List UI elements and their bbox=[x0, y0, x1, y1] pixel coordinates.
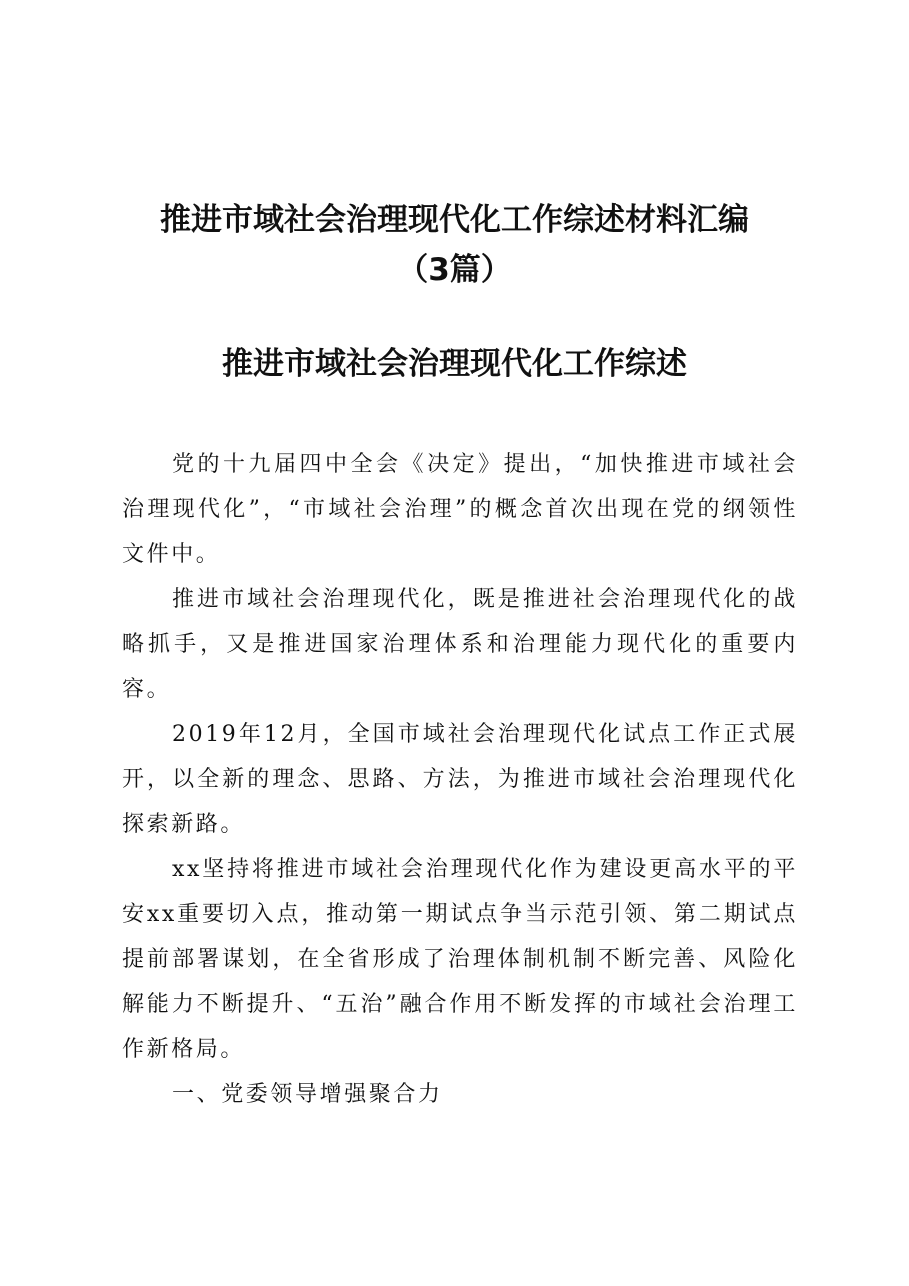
paragraph-2: 推进市域社会治理现代化，既是推进社会治理现代化的战略抓手，又是推进国家治理体系和治理能力现代化的重要内容。 bbox=[122, 587, 798, 702]
article-title: 推进市域社会治理现代化工作综述 bbox=[222, 346, 687, 382]
section-heading: 一、党委领导增强聚合力 bbox=[172, 1082, 443, 1107]
paragraph-4: xx坚持将推进市域社会治理现代化作为建设更高水平的平安xx重要切入点，推动第一期试点争当示范引领、第二期试点提前部署谋划，在全省形成了治理体制机制不断完善、风险化解能力不断提升、“五治”融合作用不断发挥的市域社会治理工作新格局。 bbox=[122, 857, 798, 1062]
document-title: 推进市域社会治理现代化工作综述材料汇编 bbox=[160, 202, 749, 238]
article-body bbox=[122, 442, 798, 1117]
document-title-count: （3篇） bbox=[397, 252, 512, 288]
paragraph-3: 2019年12月，全国市域社会治理现代化试点工作正式展开，以全新的理念、思路、方法，为推进市域社会治理现代化探索新路。 bbox=[122, 722, 798, 837]
paragraph-1: 党的十九届四中全会《决定》提出，“加快推进市域社会治理现代化”，“市域社会治理”的概念首次出现在党的纲领性文件中。 bbox=[122, 452, 798, 567]
